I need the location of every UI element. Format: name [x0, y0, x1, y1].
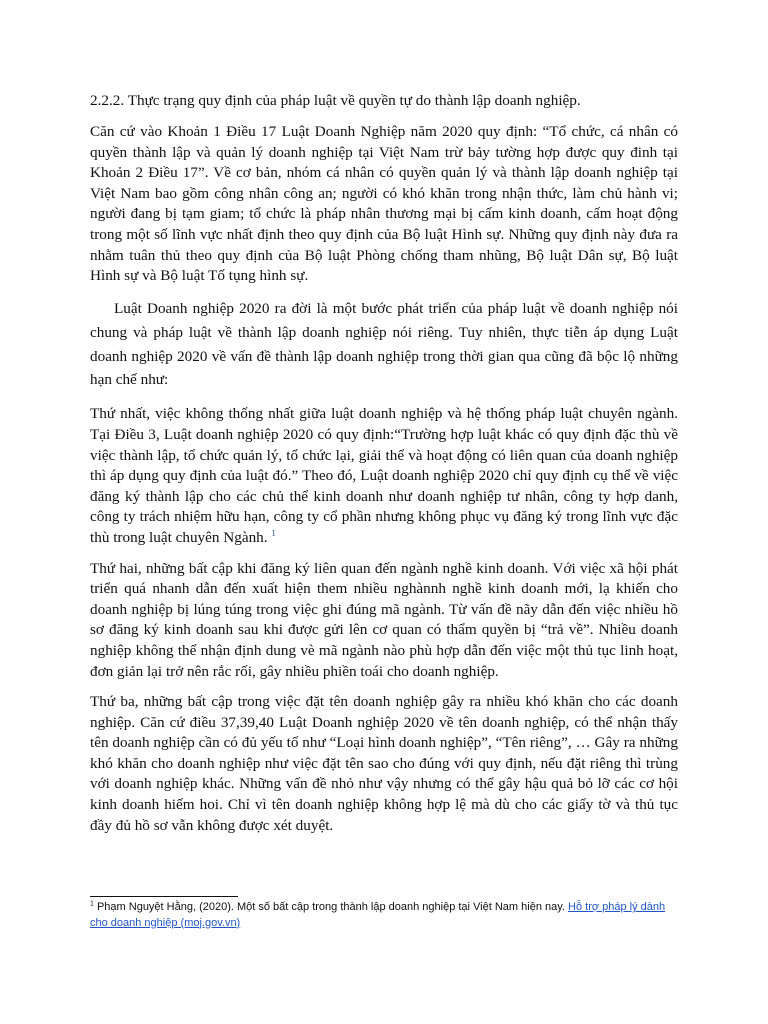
footnote-separator: [90, 896, 238, 897]
paragraph-introduction: Luật Doanh nghiệp 2020 ra đời là một bước phát triển của pháp luật về doanh nghiệp nói chung và pháp luật về thành lập doanh nghiệp nói riêng. Tuy nhiên, thực tiễn áp dụng Luật doanh nghiệp 2020 về vấn đề thành lập doanh nghiệp trong thời gian qua cũng đã bộc lộ những hạn chế như:: [90, 299, 678, 389]
footnote: [90, 900, 678, 931]
paragraph-legal-basis: Căn cứ vào Khoản 1 Điều 17 Luật Doanh Nghiệp năm 2020 quy định: “Tổ chức, cá nhân có quyền thành lập và quản lý doanh nghiệp tại Việt Nam trừ bảy tường hợp được quy đinh tại Khoản 2 Điều 17”. Về cơ bản, nhóm cá nhân có quyền quản lý và thành lập doanh nghiệp tại Việt Nam bao gồm công nhân công an; người có khó khăn trong nhận thức, làm chủ hành vi; người đang bị tạm giam; tổ chức là pháp nhân thương mại bị cấm kinh doanh, cấm hoạt động trong một số lĩnh vực nhất định theo quy định của Bộ luật Hình sự. Những quy định này đưa ra nhằm tuân thủ theo quy định của Bộ luật Phòng chống tham nhũng, Bộ luật Dân sự, Bộ luật Hình sự và Bộ luật Tố tụng hình sự.: [90, 123, 678, 285]
paragraph-first-issue-text: Thứ nhất, việc không thống nhất giữa luật doanh nghiệp và hệ thống pháp luật chuyên ngành. Tại Điều 3, Luật doanh nghiệp 2020 có quy định:“Trường hợp luật khác có quy định đặc thù về việc thành lập, tổ chức quản lý, tổ chức lại, giải thể và hoạt động có liên quan của doanh nghiệp thì áp dụng quy định của luật đó.” Theo đó, Luật doanh nghiệp 2020 chỉ quy định cụ thể về việc đăng ký thành lập cho các chủ thể kinh doanh như doanh nghiệp tư nhân, công ty hợp danh, công ty trách nhiệm hữu hạn, công ty cổ phần nhưng không phục vụ đăng ký trong lĩnh vực đặc thù trong luật chuyên Ngành.: [90, 405, 678, 546]
footnote-text: Phạm Nguyệt Hằng, (2020). Một số bất cập trong thành lập doanh nghiệp tại Việt Nam hiện nay.: [93, 901, 569, 913]
document-body: [90, 90, 678, 846]
paragraph-first-issue: [90, 404, 678, 548]
paragraph-second-issue: Thứ hai, những bất cập khi đăng ký liên quan đến ngành nghề kinh doanh. Với việc xã hội phát triển quá nhanh dẫn đến xuất hiện them nhiều nghànnh nghề kinh doanh mới, lạ khiến cho doanh nghiệp bị lúng túng trong việc ghi đúng mã ngành. Từ vấn đề nãy dẫn đến việc nhiều hồ sơ đăng ký kinh doanh sau khi được gửi lên cơ quan có thẩm quyền bị “trả về”. Nhiều doanh nghiệp không thể nhận định dung vè mã ngành nào phù hợp dẫn đến việc một thủ tục linh hoạt, đơn giản lại trở nên rắc rối, gây nhiều phiền toái cho doanh nghiệp.: [90, 559, 678, 680]
footnote-number: 1: [90, 900, 94, 908]
footnote-link[interactable]: Hỗ trợ pháp lý dành cho doanh nghiệp (moj.gov.vn): [90, 901, 666, 929]
paragraph-third-issue: Thứ ba, những bất cập trong việc đặt tên doanh nghiệp gây ra nhiều khó khăn cho các doanh nghiệp. Căn cứ điều 37,39,40 Luật Doanh nghiệp 2020 về tên doanh nghiệp, có thể nhận thấy tên doanh nghiệp cần có đủ yếu tố như “Loại hình doanh nghiệp”, “Tên riêng”, … Gây ra những khó khăn cho doanh nghiệp như việc đặt tên sao cho đúng với quy định, nếu đặt riêng thì trùng với doanh nghiệp khác. Những vấn đề nhỏ như vậy nhưng có thể gây hậu quả bỏ lỡ các cơ hội kinh doanh hiếm hoi. Chỉ vì tên doanh nghiệp không hợp lệ mà dù cho các giấy tờ và thủ tục đầy đủ hồ sơ vẫn không được xét duyệt.: [90, 693, 678, 834]
section-heading: 2.2.2. Thực trạng quy định của pháp luật về quyền tự do thành lập doanh nghiệp.: [90, 92, 581, 109]
footnote-reference[interactable]: 1: [271, 527, 276, 538]
